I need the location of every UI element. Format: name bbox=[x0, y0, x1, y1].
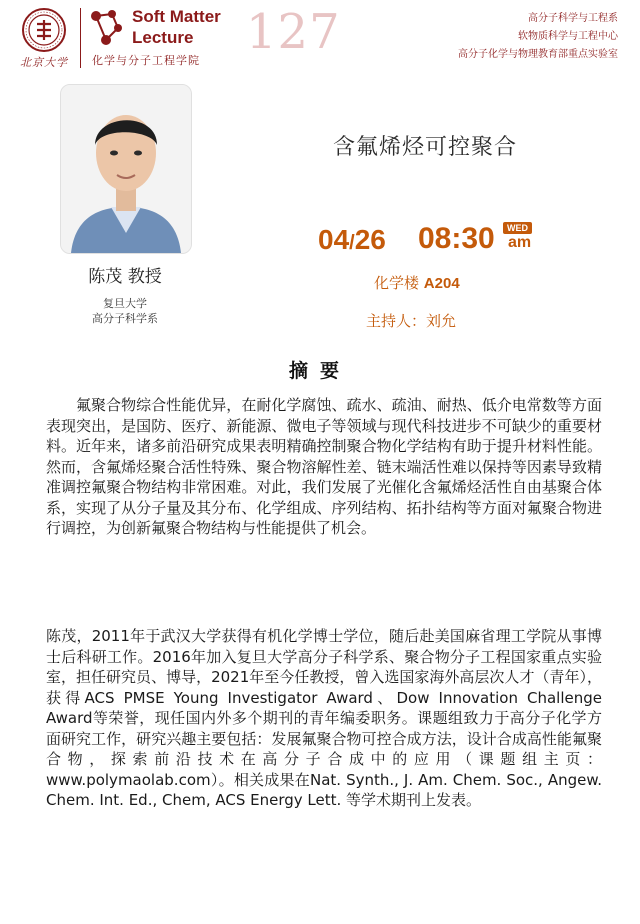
series-title bbox=[132, 6, 221, 48]
series-title-line1: Soft Matter bbox=[132, 7, 221, 26]
affiliation-line: 复旦大学 bbox=[103, 297, 147, 310]
abstract-body: 氟聚合物综合性能优异，在耐化学腐蚀、疏水、疏油、耐热、低介电常数等方面表现突出，是国防、医疗、新能源、微电子等领域与现代科技进步不可缺少的重要材料。近年来，诸多前沿研究成果表明精确控制聚合物化学结构有助于提升材料性能。然而，含氟烯烃聚合活性特殊、聚合物溶解性差、链末端活性难以保持等因素导致精准调控氟聚合物结构非常困难。对此，我们发展了光催化含氟烯烃活性自由基聚合体系，实现了从分子量及其分布、化学组成、序列结构、拓扑结构等方面对氟聚合物进行调控，为创新氟聚合物结构与性能提供了机会。 bbox=[46, 396, 602, 537]
venue-label: 化学楼 bbox=[374, 274, 420, 292]
university-seal-icon bbox=[22, 8, 66, 52]
date-day: 26 bbox=[354, 224, 386, 255]
speaker-affiliation bbox=[60, 296, 190, 326]
talk-time: 08:30 bbox=[418, 222, 495, 255]
molecule-logo-icon bbox=[86, 6, 126, 48]
org-item: 高分子科学与工程系 bbox=[528, 13, 618, 24]
college-name: 化学与分子工程学院 bbox=[92, 54, 200, 67]
talk-date bbox=[318, 224, 386, 256]
series-title-line2: Lecture bbox=[132, 28, 194, 47]
header-divider bbox=[80, 8, 81, 68]
speaker-name: 陈茂 教授 bbox=[88, 267, 162, 287]
speaker-photo bbox=[60, 84, 192, 254]
university-name: 北京大学 bbox=[20, 56, 68, 69]
weekday-badge: WED bbox=[503, 222, 532, 234]
talk-venue bbox=[374, 272, 460, 293]
talk-title: 含氟烯烃可控聚合 bbox=[332, 135, 517, 160]
date-separator: / bbox=[349, 232, 355, 254]
talk-host: 主持人：刘允 bbox=[366, 312, 457, 330]
organization-list bbox=[458, 10, 618, 64]
series-number: 127 bbox=[246, 4, 341, 60]
speaker-bio: 陈茂，2011年于武汉大学获得有机化学博士学位，随后赴美国麻省理工学院从事博士后科研工作。2016年加入复旦大学高分子科学系、聚合物分子工程国家重点实验室，担任研究员、博导，2021年至今任教授，曾入选国家海外高层次人才（青年），获得ACS PMSE Young Investigator Award、Dow Innovation Challenge Award等荣誉，现任国内外多个期刊的青年编委职务。课题组致力于高分子化学方面研究工作，研究兴趣主要包括：发展氟聚合物可控合成方法，设计合成高性能氟聚合物，探索前沿技术在高分子合成中的应用（课题组主页：www.polymaolab.com）。相关成果在Nat. Synth., J. Am. Chem. Soc., Angew. Chem. Int. Ed., Chem, ACS Energy Lett. 等学术期刊上发表。 bbox=[46, 627, 602, 809]
venue-room: A204 bbox=[423, 275, 460, 292]
time-period: am bbox=[508, 234, 532, 251]
affiliation-line: 高分子科学系 bbox=[92, 312, 158, 325]
abstract-heading: 摘要 bbox=[288, 360, 351, 382]
org-item: 高分子化学与物理教育部重点实验室 bbox=[458, 49, 618, 60]
date-month: 04 bbox=[318, 224, 350, 255]
org-item: 软物质科学与工程中心 bbox=[518, 31, 618, 42]
